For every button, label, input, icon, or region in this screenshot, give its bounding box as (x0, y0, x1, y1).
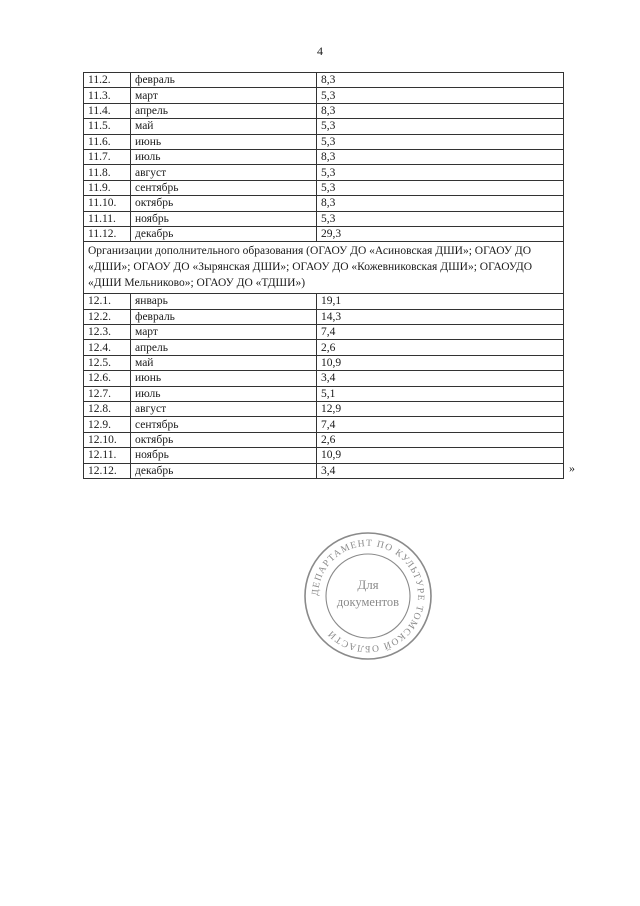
table-row (84, 355, 564, 370)
row-number: 12.2. (84, 309, 131, 324)
row-month: апрель (131, 103, 317, 118)
row-value: 2,6 (317, 432, 564, 447)
row-value: 10,9 (317, 448, 564, 463)
row-number: 12.9. (84, 417, 131, 432)
page-number: 4 (317, 44, 323, 58)
row-number: 11.2. (84, 73, 131, 88)
table-row (84, 73, 564, 88)
row-value: 5,3 (317, 88, 564, 103)
table-row (84, 463, 564, 478)
table-row (84, 417, 564, 432)
table-section-12 (84, 294, 564, 479)
table-row (84, 134, 564, 149)
stamp-center-line1: Для (357, 577, 379, 592)
table-row (84, 180, 564, 195)
table-group-header-section (84, 242, 564, 294)
table-row (84, 88, 564, 103)
row-month: февраль (131, 309, 317, 324)
row-value: 3,4 (317, 463, 564, 478)
row-month: апрель (131, 340, 317, 355)
table-row (84, 294, 564, 309)
row-month: ноябрь (131, 448, 317, 463)
row-month: август (131, 165, 317, 180)
row-value: 5,3 (317, 165, 564, 180)
table-row (84, 371, 564, 386)
row-month: февраль (131, 73, 317, 88)
row-month: июнь (131, 371, 317, 386)
row-value: 8,3 (317, 196, 564, 211)
table-row (84, 402, 564, 417)
table-row (84, 149, 564, 164)
row-number: 11.12. (84, 226, 131, 241)
table-row (84, 325, 564, 340)
table-row (84, 432, 564, 447)
table-row (84, 119, 564, 134)
row-value: 8,3 (317, 149, 564, 164)
row-value: 7,4 (317, 325, 564, 340)
closing-quote: » (569, 461, 575, 475)
row-month: сентябрь (131, 180, 317, 195)
row-number: 11.10. (84, 196, 131, 211)
table-row (84, 226, 564, 241)
table-row (84, 165, 564, 180)
stamp-center-line2: документов (336, 595, 400, 609)
row-number: 12.3. (84, 325, 131, 340)
row-month: май (131, 355, 317, 370)
row-value: 12,9 (317, 402, 564, 417)
table-row (84, 340, 564, 355)
row-month: август (131, 402, 317, 417)
row-value: 5,3 (317, 119, 564, 134)
row-number: 11.8. (84, 165, 131, 180)
row-number: 12.5. (84, 355, 131, 370)
row-number: 11.6. (84, 134, 131, 149)
row-number: 12.4. (84, 340, 131, 355)
row-number: 12.10. (84, 432, 131, 447)
table-row (84, 103, 564, 118)
table-row (84, 448, 564, 463)
row-value: 29,3 (317, 226, 564, 241)
row-number: 12.11. (84, 448, 131, 463)
row-number: 12.8. (84, 402, 131, 417)
row-number: 12.7. (84, 386, 131, 401)
row-month: октябрь (131, 432, 317, 447)
row-month: сентябрь (131, 417, 317, 432)
row-value: 8,3 (317, 103, 564, 118)
row-month: март (131, 88, 317, 103)
row-number: 12.6. (84, 371, 131, 386)
group-title: Организации дополнительного образования (ОГАОУ ДО «Асиновская ДШИ»; ОГАОУ ДО «ДШИ»; ОГАОУ ДО «Зырянская ДШИ»; ОГАОУ ДО «Кожевниковская ДШИ»; ОГАОУДО «ДШИ Мельниково»; ОГАОУ ДО «ТДШИ») (84, 242, 564, 294)
row-number: 11.11. (84, 211, 131, 226)
row-month: июль (131, 386, 317, 401)
row-month: март (131, 325, 317, 340)
row-value: 5,3 (317, 134, 564, 149)
table-section-11 (84, 73, 564, 242)
row-number: 11.5. (84, 119, 131, 134)
row-number: 11.7. (84, 149, 131, 164)
row-month: октябрь (131, 196, 317, 211)
row-value: 5,3 (317, 211, 564, 226)
row-value: 10,9 (317, 355, 564, 370)
row-number: 12.12. (84, 463, 131, 478)
row-month: январь (131, 294, 317, 309)
row-value: 2,6 (317, 340, 564, 355)
row-month: май (131, 119, 317, 134)
table-row (84, 309, 564, 324)
row-value: 5,3 (317, 180, 564, 195)
group-header-row (84, 242, 564, 294)
row-number: 11.3. (84, 88, 131, 103)
row-month: декабрь (131, 226, 317, 241)
official-stamp (302, 530, 434, 662)
row-value: 8,3 (317, 73, 564, 88)
row-month: июль (131, 149, 317, 164)
row-month: декабрь (131, 463, 317, 478)
row-number: 12.1. (84, 294, 131, 309)
row-month: июнь (131, 134, 317, 149)
table-row (84, 386, 564, 401)
tariff-table (83, 72, 564, 479)
row-value: 3,4 (317, 371, 564, 386)
row-value: 19,1 (317, 294, 564, 309)
row-value: 14,3 (317, 309, 564, 324)
row-value: 5,1 (317, 386, 564, 401)
row-month: ноябрь (131, 211, 317, 226)
row-number: 11.4. (84, 103, 131, 118)
row-number: 11.9. (84, 180, 131, 195)
stamp-ring-text: ДЕПАРТАМЕНТ ПО КУЛЬТУРЕ ТОМСКОЙ ОБЛАСТИ (309, 537, 427, 655)
row-value: 7,4 (317, 417, 564, 432)
table-row (84, 196, 564, 211)
table-row (84, 211, 564, 226)
